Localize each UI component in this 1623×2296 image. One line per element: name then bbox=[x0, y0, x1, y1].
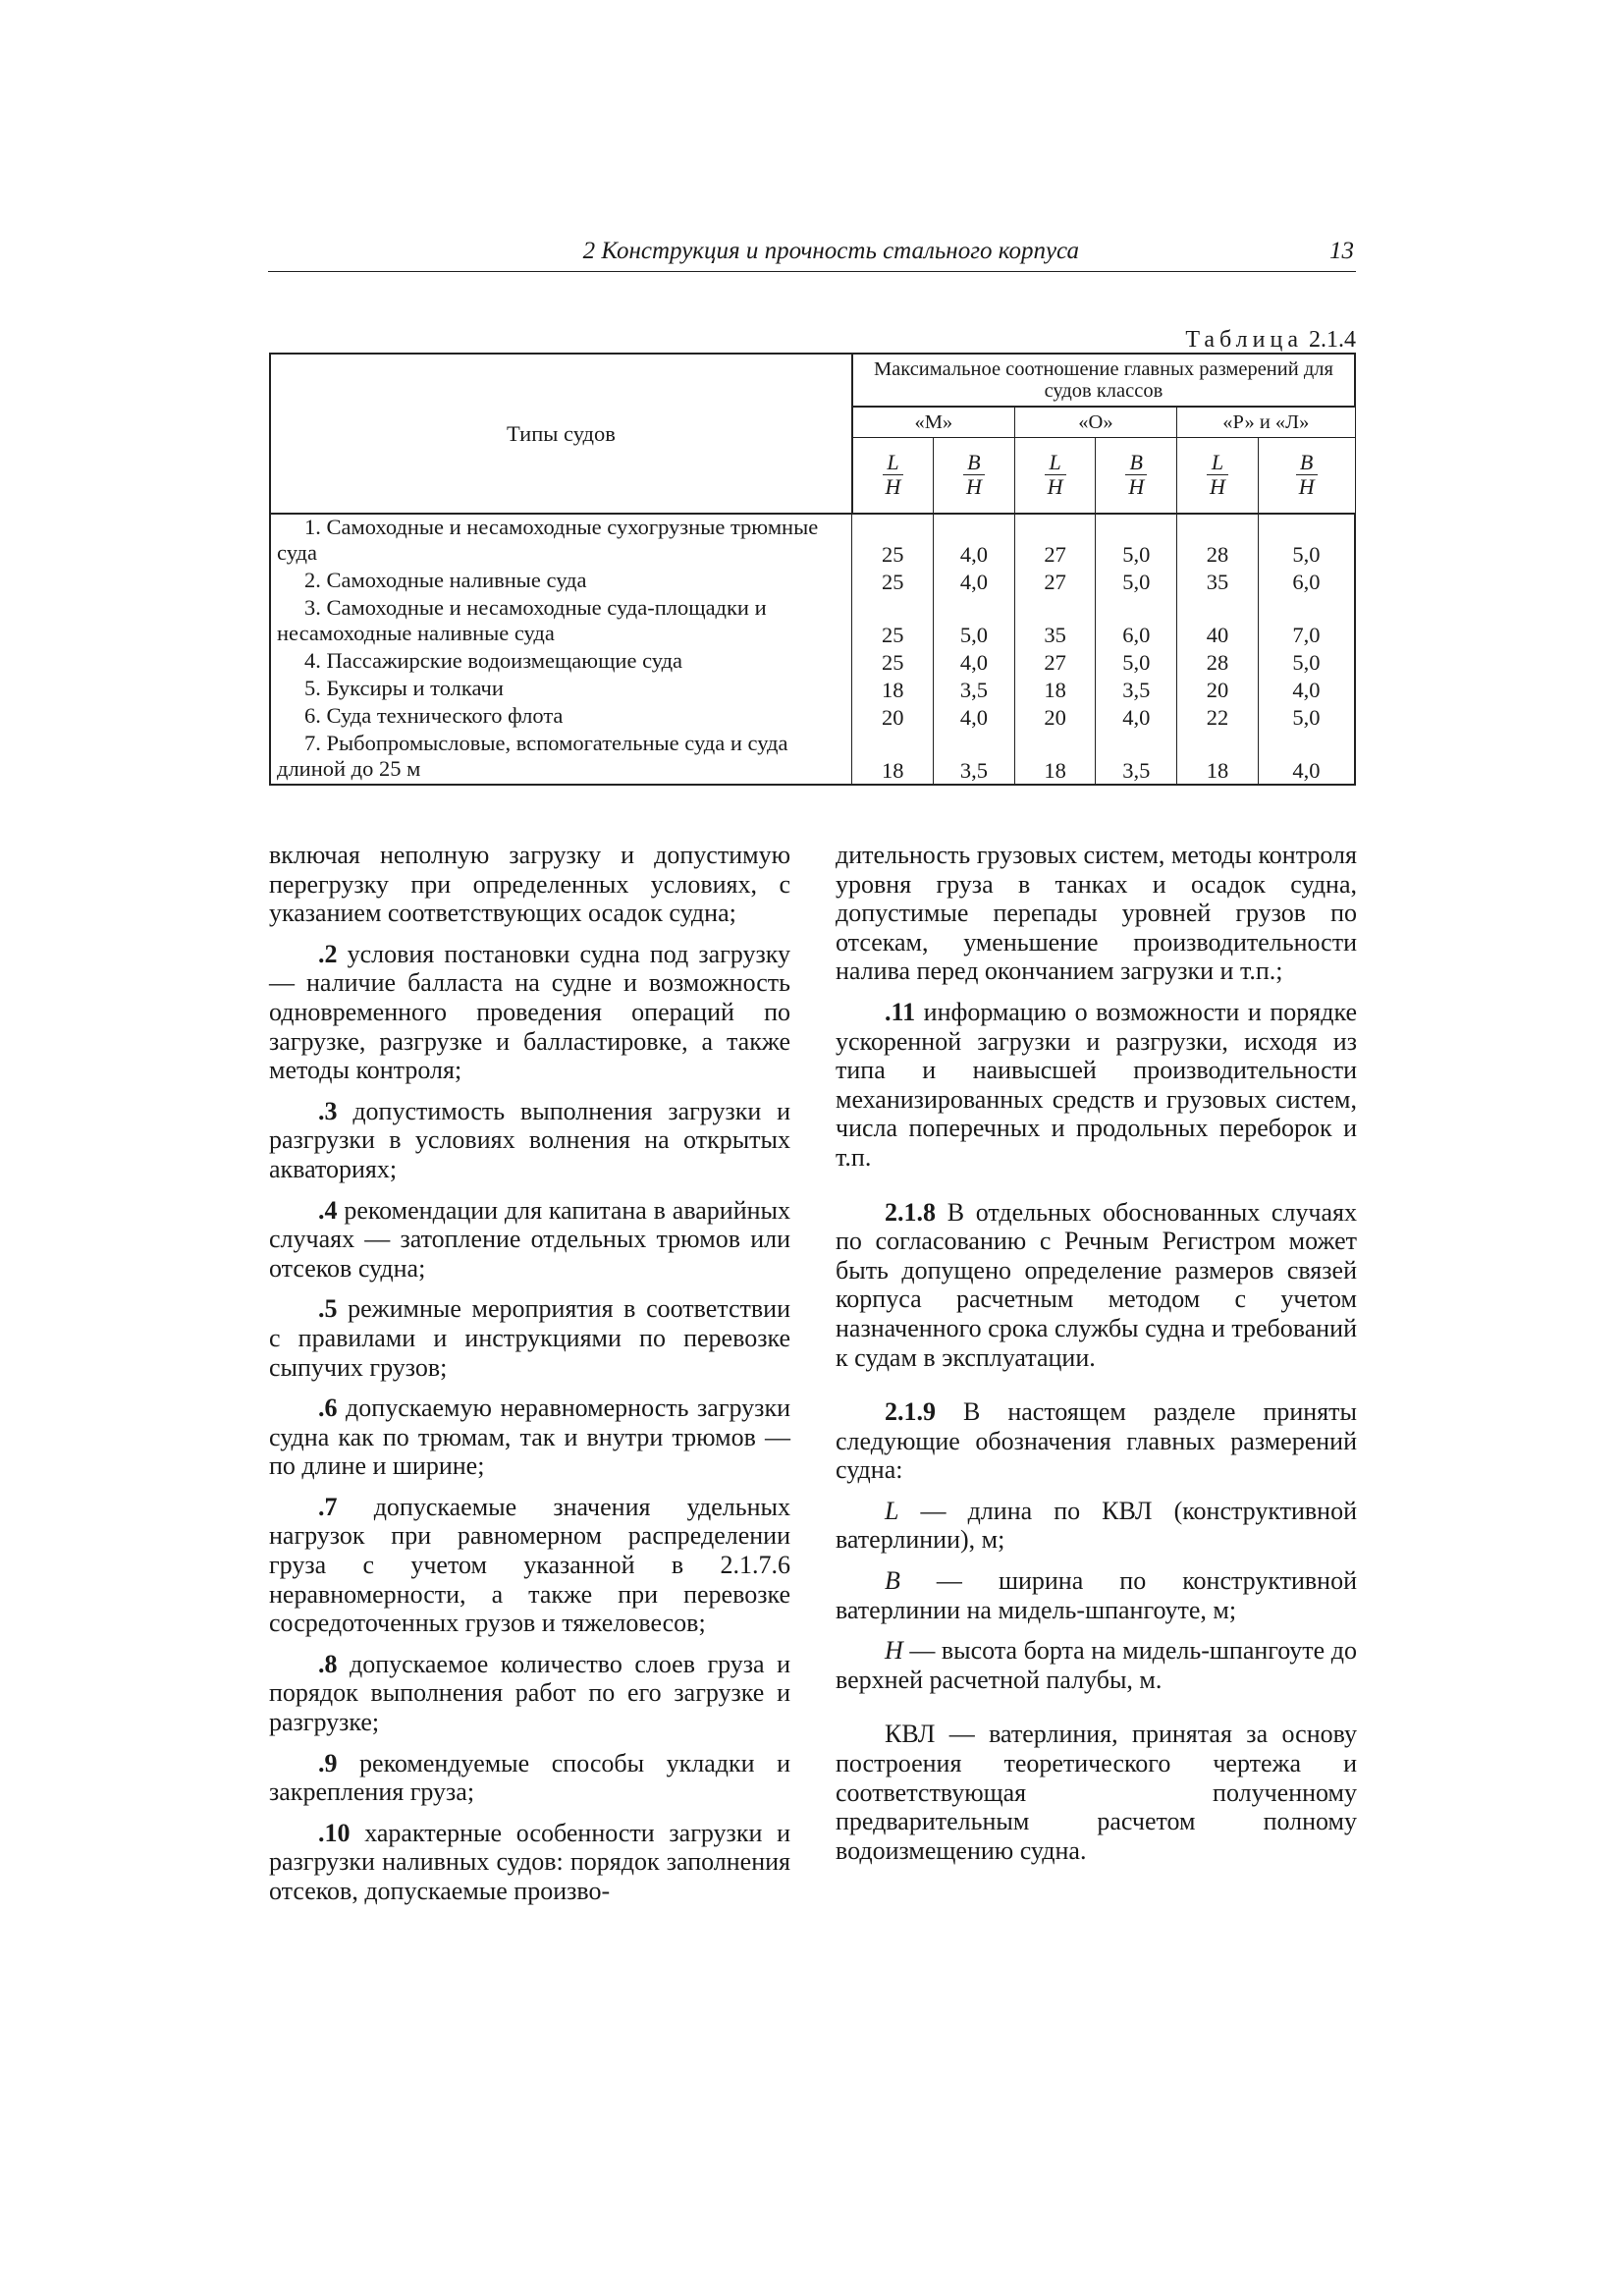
ratio-b-h: $\frac{B}{H}$ bbox=[1258, 438, 1355, 515]
row-value: 40 bbox=[1177, 595, 1259, 648]
row-value: 20 bbox=[852, 703, 934, 731]
row-value: 22 bbox=[1177, 703, 1259, 731]
row-value: 5,0 bbox=[1258, 648, 1355, 676]
row-value: 5,0 bbox=[1258, 514, 1355, 568]
row-value: 18 bbox=[852, 731, 934, 785]
row-value: 25 bbox=[852, 568, 934, 595]
list-item: .3 допустимость выполнения загрузки и разгрузки в условиях волнения на открытых акваториях; bbox=[269, 1096, 790, 1183]
list-item: .11 информацию о возможности и порядке ускоренной загрузки и разгрузки, исходя из типа и наивысшей производительности механизированных средств и грузовых систем, числа поперечных и продольных переборок и т.п. bbox=[836, 997, 1357, 1172]
row-value: 5,0 bbox=[1258, 703, 1355, 731]
row-value: 27 bbox=[1014, 648, 1096, 676]
ratio-l-h: $\frac{L}{H}$ bbox=[1177, 438, 1259, 515]
row-value: 3,5 bbox=[1096, 731, 1177, 785]
row-ship-type: 1. Самоходные и несамоходные сухогрузные трюмные суда bbox=[270, 514, 852, 568]
page-number: 13 bbox=[1329, 238, 1354, 264]
table-row bbox=[270, 648, 1355, 676]
list-item: .9 рекомендуемые способы укладки и закрепления груза; bbox=[269, 1748, 790, 1807]
list-item: .10 характерные особенности загрузки и разгрузки наливных судов: порядок заполнения отсеков, допускаемые произво- bbox=[269, 1818, 790, 1905]
row-value: 27 bbox=[1014, 568, 1096, 595]
table-caption-number: 2.1.4 bbox=[1309, 327, 1356, 353]
right-column bbox=[836, 841, 1357, 1877]
header-class-r-l: «Р» и «Л» bbox=[1177, 407, 1355, 438]
row-value: 5,0 bbox=[1096, 648, 1177, 676]
row-value: 35 bbox=[1014, 595, 1096, 648]
table-caption bbox=[1185, 327, 1356, 354]
running-header-title: 2 Конструкция и прочность стального корпуса bbox=[582, 238, 1079, 264]
row-value: 4,0 bbox=[934, 703, 1015, 731]
row-ship-type: 6. Суда технического флота bbox=[270, 703, 852, 731]
row-value: 4,0 bbox=[934, 648, 1015, 676]
list-item: .5 режимные мероприятия в соответствии с правилами и инструкциями по перевозке сыпучих грузов; bbox=[269, 1294, 790, 1382]
table-row bbox=[270, 703, 1355, 731]
row-value: 5,0 bbox=[1096, 514, 1177, 568]
definition-l: L — длина по КВЛ (конструктивной ватерлинии), м; bbox=[836, 1496, 1357, 1555]
row-value: 3,5 bbox=[934, 731, 1015, 785]
table-row bbox=[270, 595, 1355, 648]
row-value: 18 bbox=[1177, 731, 1259, 785]
section-2-1-8: 2.1.8 В отдельных обоснованных случаях по согласованию с Речным Регистром может быть допущено определение размеров связей корпуса расчетным методом с учетом назначенного срока службы судна и требований к судам в эксплуатации. bbox=[836, 1197, 1357, 1372]
table-row bbox=[270, 514, 1355, 568]
paragraph: дительность грузовых систем, методы контроля уровня груза в танках и осадок судна, допустимые перепады уровней грузов по отсекам, уменьшение производительности налива перед окончанием загрузки и т.п.; bbox=[836, 841, 1357, 986]
row-value: 25 bbox=[852, 595, 934, 648]
ratio-b-h: $\frac{B}{H}$ bbox=[1096, 438, 1177, 515]
definition-h: H — высота борта на мидель-шпангоуте до верхней расчетной палубы, м. bbox=[836, 1636, 1357, 1694]
table-row bbox=[270, 568, 1355, 595]
row-value: 4,0 bbox=[1096, 703, 1177, 731]
list-item: .7 допускаемые значения удельных нагрузок при равномерном распределении груза с учетом указанной в 2.1.7.6 неравномерности, а также при перевозке сосредоточенных грузов и тяжеловесов; bbox=[269, 1492, 790, 1638]
row-value: 3,5 bbox=[934, 676, 1015, 703]
list-item: .2 условия постановки судна под загрузку — наличие балласта на судне и возможность одновременного проведения операций по загрузке, разгрузке и балластировке, а также методы контроля; bbox=[269, 939, 790, 1085]
row-ship-type: 7. Рыбопромысловые, вспомогательные суда и суда длиной до 25 м bbox=[270, 731, 852, 785]
list-item: .4 рекомендации для капитана в аварийных случаях — затопление отдельных трюмов или отсеков судна; bbox=[269, 1195, 790, 1283]
row-ship-type: 5. Буксиры и толкачи bbox=[270, 676, 852, 703]
list-item: .8 допускаемое количество слоев груза и порядок выполнения работ по его загрузке и разгрузке; bbox=[269, 1649, 790, 1737]
ratio-l-h: $\frac{L}{H}$ bbox=[852, 438, 934, 515]
running-header bbox=[268, 238, 1356, 272]
row-value: 6,0 bbox=[1258, 568, 1355, 595]
left-column bbox=[269, 841, 790, 1918]
row-value: 4,0 bbox=[934, 514, 1015, 568]
table-caption-word: Таблица bbox=[1185, 327, 1303, 353]
row-value: 5,0 bbox=[1096, 568, 1177, 595]
row-value: 18 bbox=[852, 676, 934, 703]
row-value: 27 bbox=[1014, 514, 1096, 568]
row-value: 6,0 bbox=[1096, 595, 1177, 648]
definition-kvl: КВЛ — ватерлиния, принятая за основу построения теоретического чертежа и соответствующая полученному предварительным расчетом полному водоизмещению судна. bbox=[836, 1720, 1357, 1865]
row-value: 18 bbox=[1014, 676, 1096, 703]
row-value: 3,5 bbox=[1096, 676, 1177, 703]
row-value: 28 bbox=[1177, 514, 1259, 568]
row-value: 25 bbox=[852, 514, 934, 568]
row-value: 35 bbox=[1177, 568, 1259, 595]
table-row bbox=[270, 676, 1355, 703]
list-item: .6 допускаемую неравномерность загрузки судна как по трюмам, так и внутри трюмов — по длине и ширине; bbox=[269, 1394, 790, 1481]
row-value: 18 bbox=[1014, 731, 1096, 785]
header-class-o: «О» bbox=[1014, 407, 1176, 438]
ratio-l-h: $\frac{L}{H}$ bbox=[1014, 438, 1096, 515]
section-2-1-9: 2.1.9 В настоящем разделе приняты следующие обозначения главных размерений судна: bbox=[836, 1397, 1357, 1485]
paragraph: включая неполную загрузку и допустимую перегрузку при определенных условиях, с указанием соответствующих осадок судна; bbox=[269, 841, 790, 928]
ship-dimensions-table bbox=[269, 353, 1356, 786]
header-ship-types: Типы судов bbox=[270, 354, 852, 514]
row-value: 4,0 bbox=[1258, 731, 1355, 785]
header-max-ratio: Максимальное соотношение главных размерений для судов классов bbox=[852, 354, 1355, 407]
row-ship-type: 3. Самоходные и несамоходные суда-площадки и несамоходные наливные суда bbox=[270, 595, 852, 648]
row-value: 20 bbox=[1177, 676, 1259, 703]
row-value: 7,0 bbox=[1258, 595, 1355, 648]
row-value: 4,0 bbox=[1258, 676, 1355, 703]
table-row bbox=[270, 731, 1355, 785]
row-value: 28 bbox=[1177, 648, 1259, 676]
ratio-b-h: $\frac{B}{H}$ bbox=[934, 438, 1015, 515]
row-value: 4,0 bbox=[934, 568, 1015, 595]
row-value: 20 bbox=[1014, 703, 1096, 731]
row-ship-type: 2. Самоходные наливные суда bbox=[270, 568, 852, 595]
row-value: 25 bbox=[852, 648, 934, 676]
row-ship-type: 4. Пассажирские водоизмещающие суда bbox=[270, 648, 852, 676]
definition-b: B — ширина по конструктивной ватерлинии на мидель-шпангоуте, м; bbox=[836, 1566, 1357, 1624]
row-value: 5,0 bbox=[934, 595, 1015, 648]
header-class-m: «М» bbox=[852, 407, 1014, 438]
